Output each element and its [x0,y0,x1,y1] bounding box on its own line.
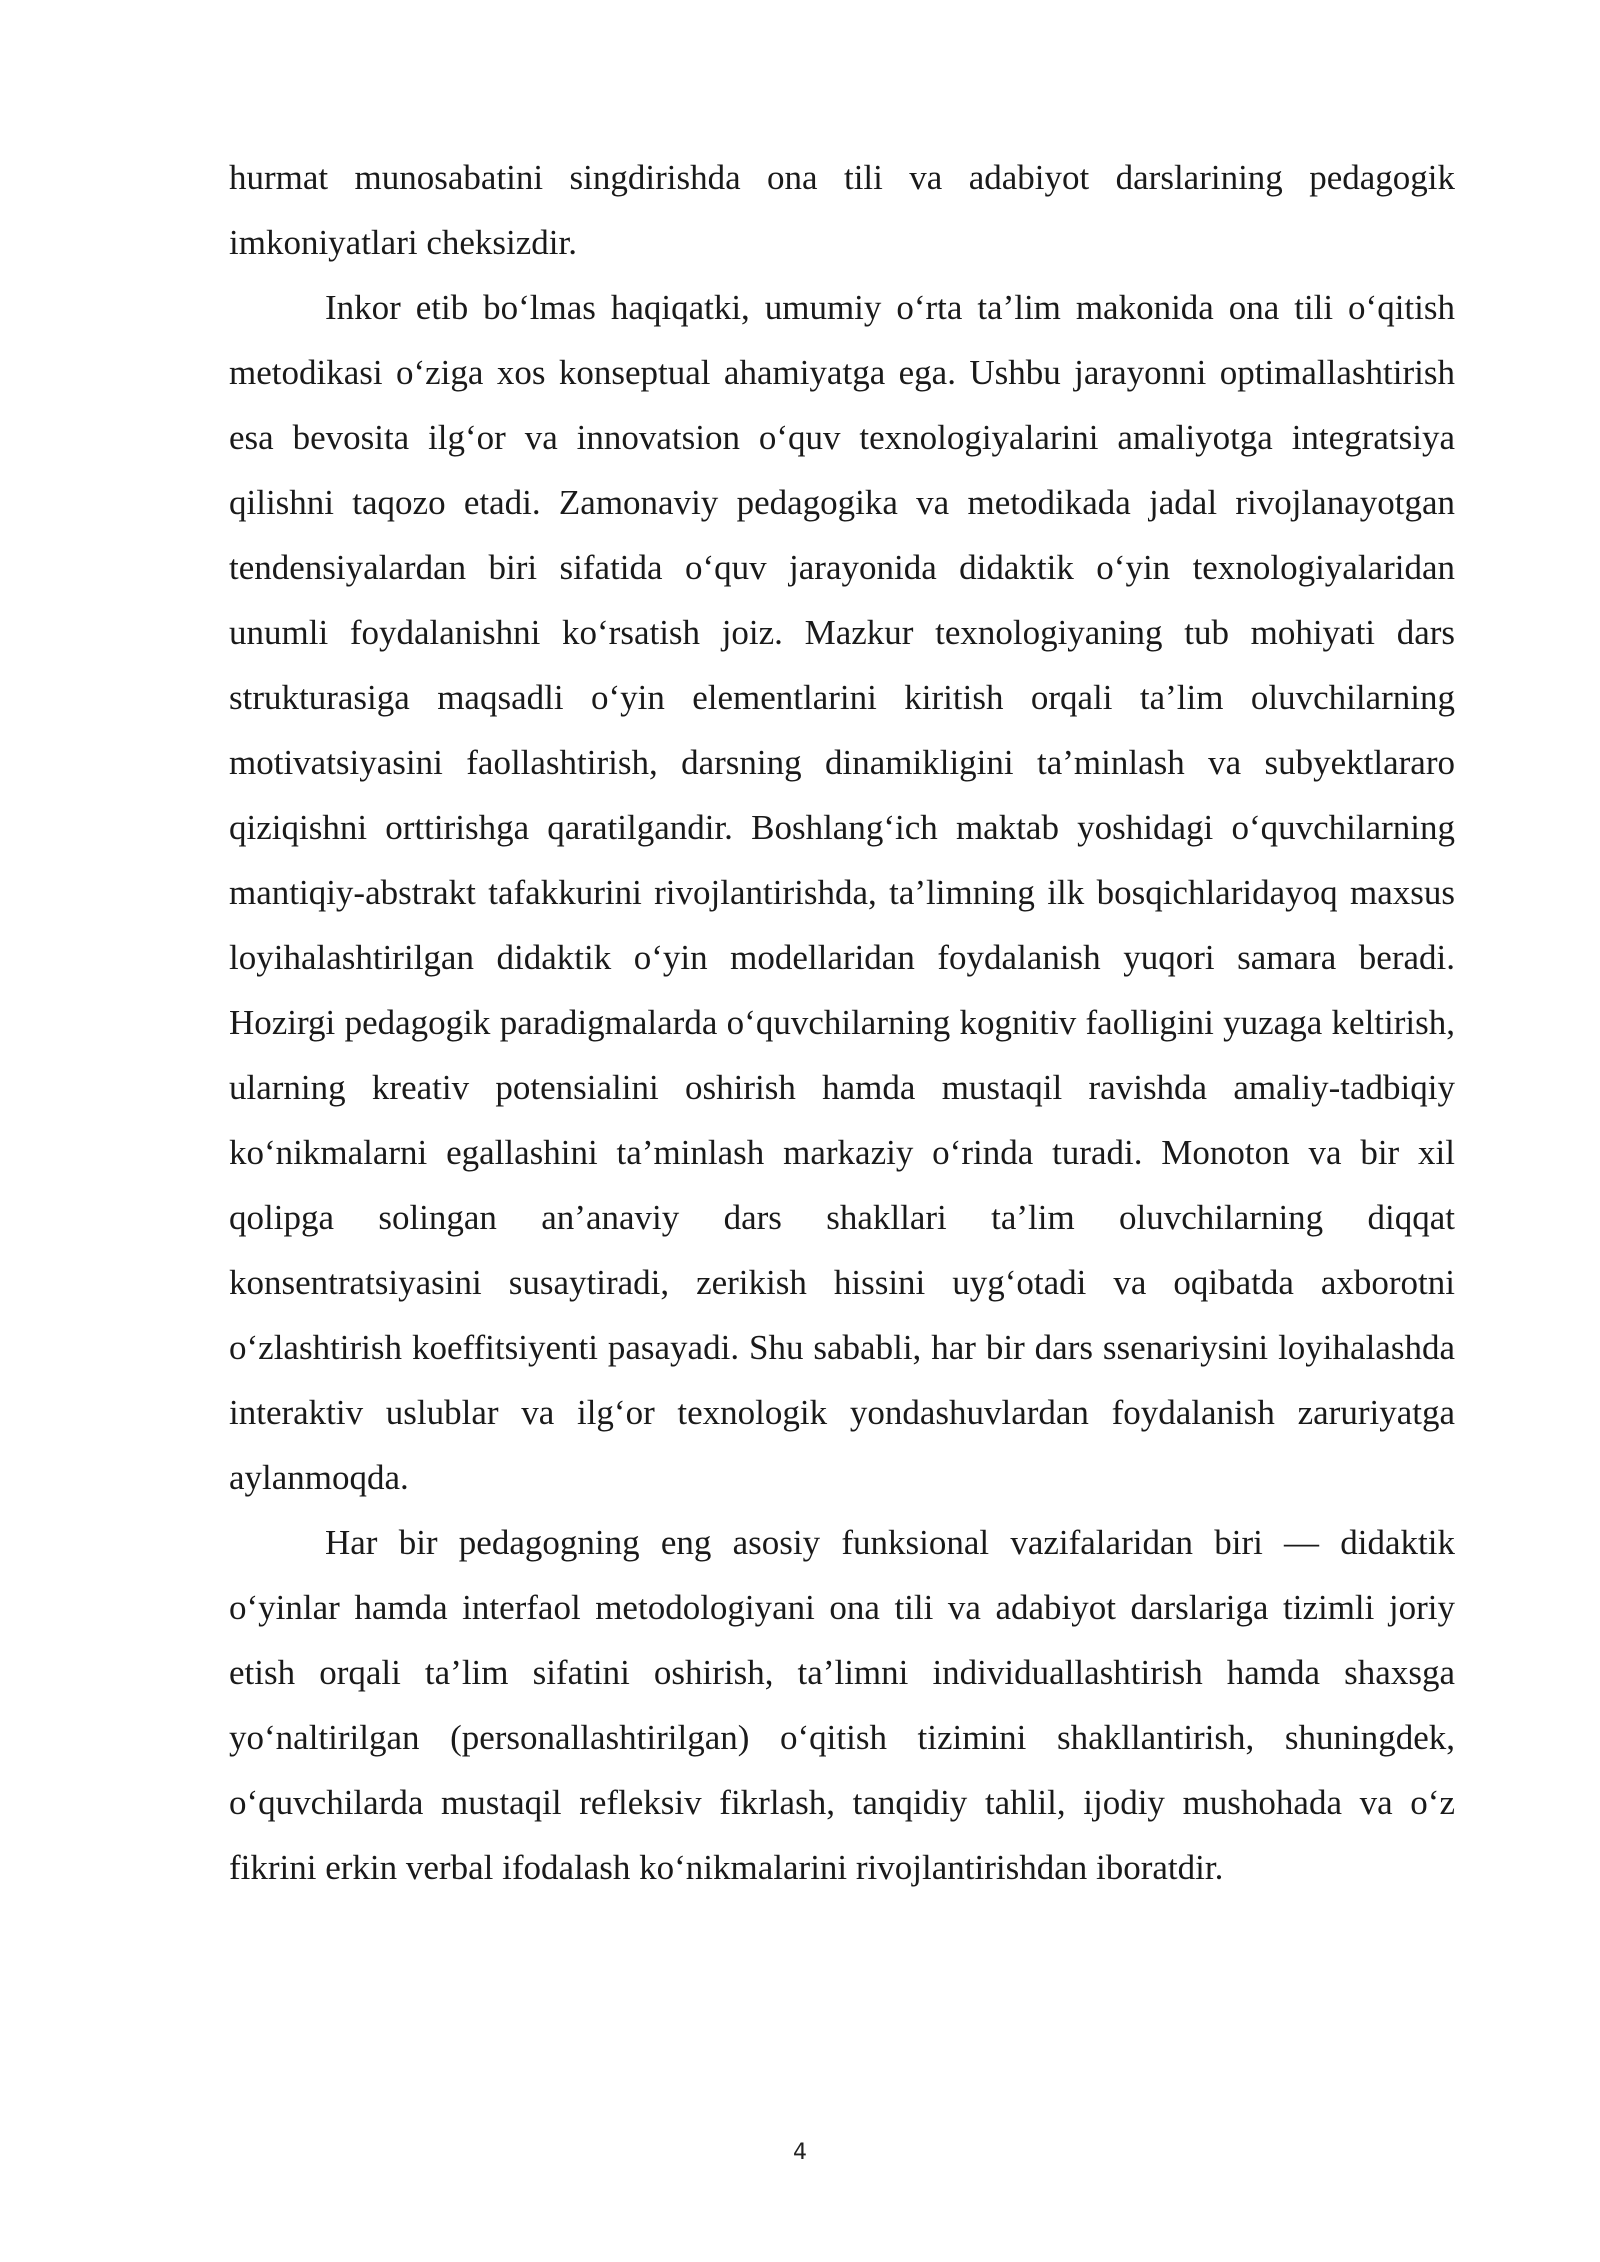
page-number: 4 [793,2140,807,2165]
paragraph-continuation: hurmat munosabatini singdirishda ona tili va adabiyot darslarining pedagogik imkoniyatlari cheksizdir. [229,158,1455,262]
paragraph-pedagogue-tasks: Har bir pedagogning eng asosiy funksional vazifalaridan biri — didaktik o‘yinlar hamda interfaol metodologiyani ona tili va adabiyot darslariga tizimli joriy etish orqali ta’lim sifatini oshirish, ta’limni individuallashtirish hamda shaxsga yo‘naltirilgan (personallashtirilgan) o‘qitish tizimini shakllantirish, shuningdek, o‘quvchilarda mustaqil refleksiv fikrlash, tanqidiy tahlil, ijodiy mushohada va o‘z fikrini erkin verbal ifodalash ko‘nikmalarini rivojlantirishdan iboratdir. [229,1523,1455,1887]
body-text [229,145,1455,1900]
paragraph-methodology: Inkor etib bo‘lmas haqiqatki, umumiy o‘rta ta’lim makonida ona tili o‘qitish metodikasi o‘ziga xos konseptual ahamiyatga ega. Ushbu jarayonni optimallashtirish esa bevosita ilg‘or va innovatsion o‘quv texnologiyalarini amaliyotga integratsiya qilishni taqozo etadi. Zamonaviy pedagogika va metodikada jadal rivojlanayotgan tendensiyalardan biri sifatida o‘quv jarayonida didaktik o‘yin texnologiyalaridan unumli foydalanishni ko‘rsatish joiz. Mazkur texnologiyaning tub mohiyati dars strukturasiga maqsadli o‘yin elementlarini kiritish orqali ta’lim oluvchilarning motivatsiyasini faollashtirish, darsning dinamikligini ta’minlash va subyektlararo qiziqishni orttirishga qaratilgandir. Boshlang‘ich maktab yoshidagi o‘quvchilarning mantiqiy-abstrakt tafakkurini rivojlantirishda, ta’limning ilk bosqichlaridayoq maxsus loyihalashtirilgan didaktik o‘yin modellaridan foydalanish yuqori samara beradi. Hozirgi pedagogik paradigmalarda o‘quvchilarning kognitiv faolligini yuzaga keltirish, ularning kreativ potensialini oshirish hamda mustaqil ravishda amaliy-tadbiqiy ko‘nikmalarni egallashini ta’minlash markaziy o‘rinda turadi. Monoton va bir xil qolipga solingan an’anaviy dars shakllari ta’lim oluvchilarning diqqat konsentratsiyasini susaytiradi, zerikish hissini uyg‘otadi va oqibatda axborotni o‘zlashtirish koeffitsiyenti pasayadi. Shu sababli, har bir dars ssenariysini loyihalashda interaktiv uslublar va ilg‘or texnologik yondashuvlardan foydalanish zaruriyatga aylanmoqda. [229,288,1455,1497]
